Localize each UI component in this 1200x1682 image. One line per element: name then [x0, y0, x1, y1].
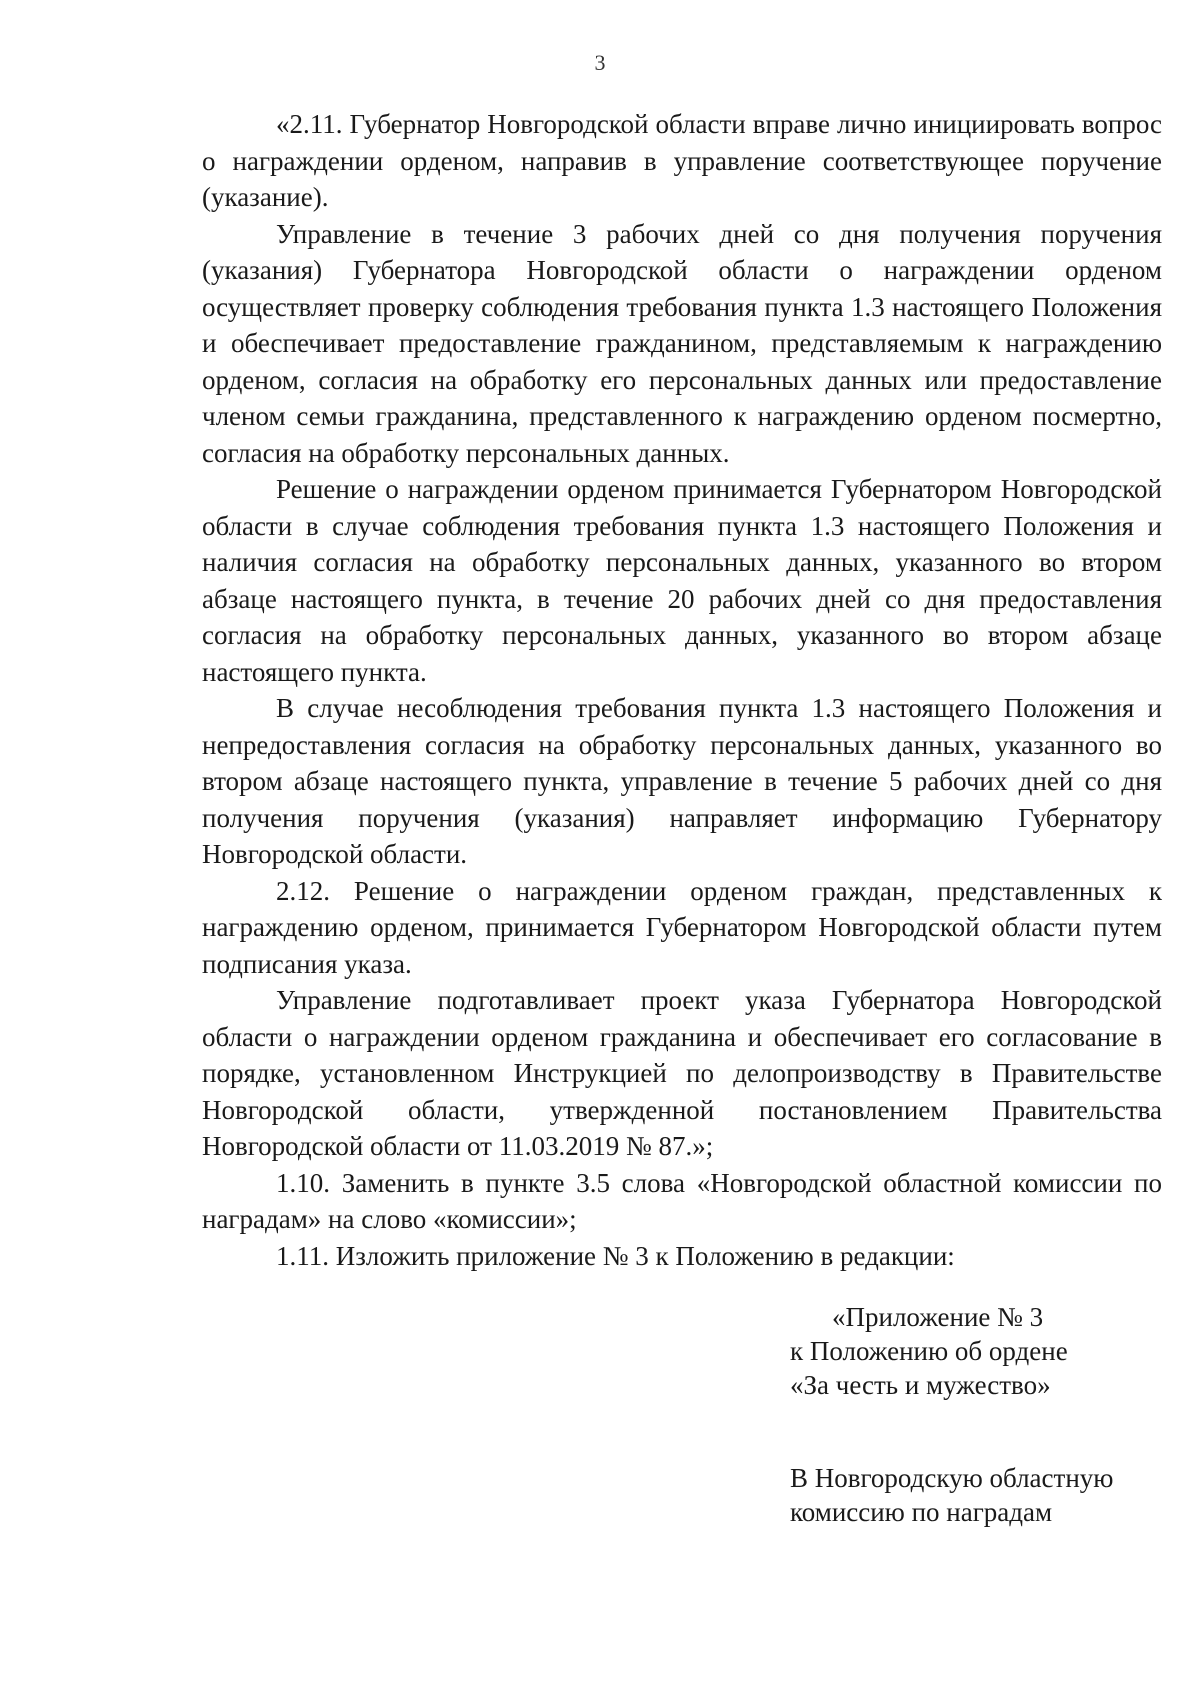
paragraph-2-12: 2.12. Решение о награждении орденом граждан, представленных к награждению орденом, принимается Губернатором Новгородской области путем подписания указа.: [202, 875, 1162, 979]
paragraph-verification: Управление в течение 3 рабочих дней со дня получения поручения (указания) Губернатора Новгородской области о награждении орденом осуществляет проверку соблюдения требования пункта 1.3 настоящего Положения и обеспечивает предоставление гражданином, представляемым к награждению орденом, согласия на обработку его персональных данных или предоставление членом семьи гражданина, представленного к награждению орденом посмертно, согласия на обработку персональных данных.: [202, 218, 1162, 468]
paragraph-2-11: «2.11. Губернатор Новгородской области вправе лично инициировать вопрос о награждении орденом, направив в управление соответствующее поручение (указание).: [202, 109, 1162, 212]
appendix-title: «Приложение № 3: [832, 1302, 1044, 1332]
appendix-order-name: «За честь и мужество»: [790, 1370, 1051, 1400]
page-number: 3: [594, 50, 606, 75]
paragraph-draft-decree: Управление подготавливает проект указа Губернатора Новгородской области о награждении орденом гражданина и обеспечивает его согласование в порядке, установленном Инструкцией по делопроизводству в Правительстве Новгородской области, утвержденной постановлением Правительства Новгородской области от 11.03.2019 № 87.»;: [202, 985, 1162, 1161]
paragraph-decision: Решение о награждении орденом принимается Губернатором Новгородской области в случае соблюдения требования пункта 1.3 настоящего Положения и наличия согласия на обработку персональных данных, указанного во втором абзаце настоящего пункта, в течение 20 рабочих дней со дня предоставления согласия на обработку персональных данных, указанного во втором абзаце настоящего пункта.: [202, 474, 1162, 687]
recipient-line-1: В Новгородскую областную: [790, 1463, 1114, 1493]
document-body: [202, 106, 1162, 1274]
recipient-block: [790, 1461, 1170, 1529]
appendix-heading: [790, 1300, 1170, 1402]
appendix-reference: к Положению об ордене: [790, 1336, 1068, 1366]
recipient-line-2: комиссию по наградам: [790, 1497, 1053, 1527]
paragraph-1-10: 1.10. Заменить в пункте 3.5 слова «Новгородской областной комиссии по наградам» на слово «комиссии»;: [202, 1167, 1162, 1234]
paragraph-1-11: 1.11. Изложить приложение № 3 к Положению в редакции:: [276, 1240, 955, 1271]
paragraph-noncompliance: В случае несоблюдения требования пункта 1.3 настоящего Положения и непредоставления согласия на обработку персональных данных, указанного во втором абзаце настоящего пункта, управление в течение 5 рабочих дней со дня получения поручения (указания) направляет информацию Губернатору Новгородской области.: [202, 693, 1162, 869]
